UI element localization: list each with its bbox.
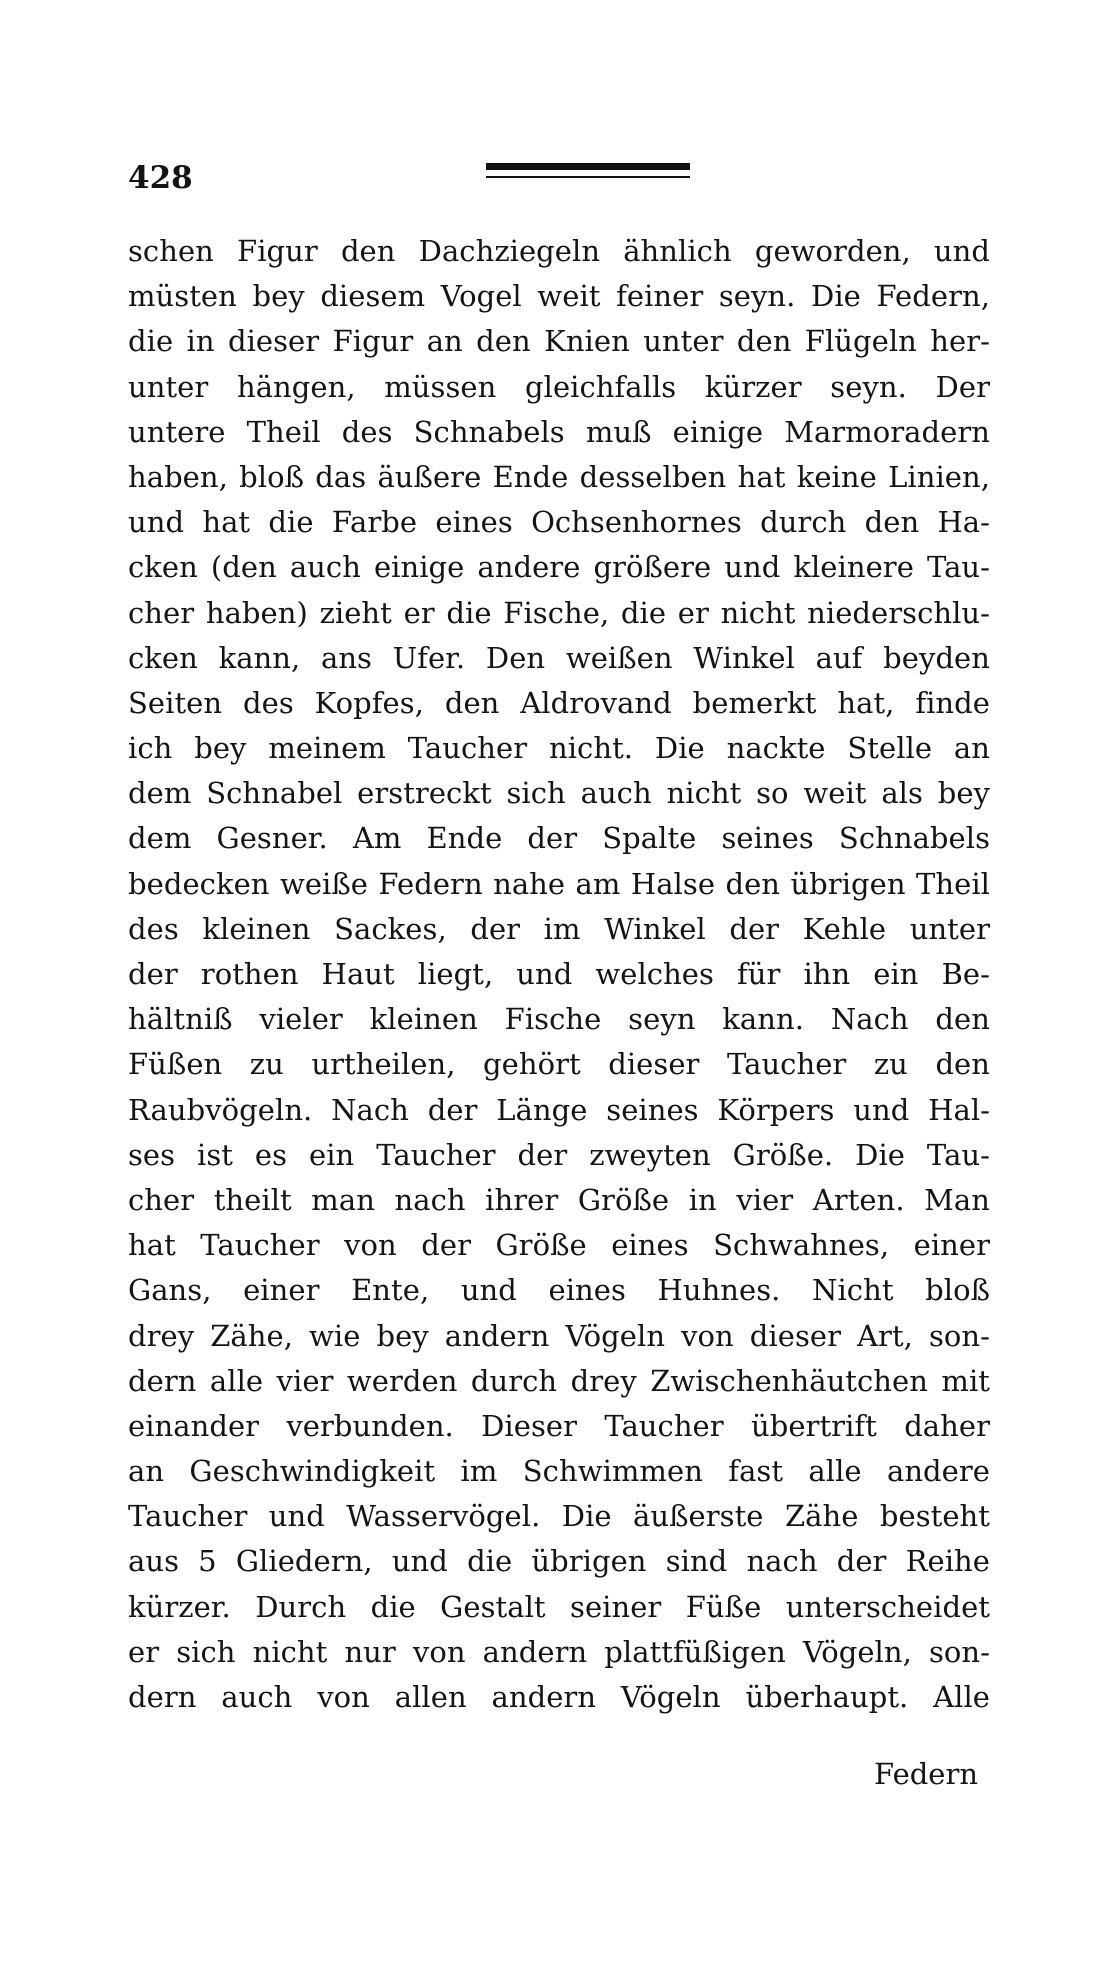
text-line: dern alle vier werden durch drey Zwischenhäutchen mit (128, 1363, 990, 1398)
catchword: Federn (874, 1757, 978, 1791)
header-rule-thick (486, 163, 690, 170)
text-line: Seiten des Kopfes, den Aldrovand bemerkt hat, finde (128, 685, 990, 720)
text-line: des kleinen Sackes, der im Winkel der Kehle unter (128, 911, 990, 946)
text-line: schen Figur den Dachziegeln ähnlich geworden, und (128, 234, 990, 268)
text-line: cken kann, ans Ufer. Den weißen Winkel auf beyden (128, 640, 990, 675)
text-line: müsten bey diesem Vogel weit feiner seyn. Die Federn, (128, 279, 990, 314)
text-line: cher theilt man nach ihrer Größe in vier Arten. Man (128, 1182, 990, 1217)
text-line: hat Taucher von der Größe eines Schwahnes, einer (128, 1228, 990, 1263)
text-line: Raubvögeln. Nach der Länge seines Körpers und Hal- (128, 1092, 990, 1127)
text-line: drey Zähe, wie bey andern Vögeln von dieser Art, son- (128, 1318, 990, 1353)
text-line: cher haben) zieht er die Fische, die er nicht niederschlu- (128, 595, 990, 630)
text-line: bedecken weiße Federn nahe am Halse den übrigen Theil (128, 866, 990, 901)
text-line: Taucher und Wasservögel. Die äußerste Zähe besteht (128, 1499, 990, 1534)
text-line: Gans, einer Ente, und eines Huhnes. Nicht bloß (128, 1273, 990, 1308)
text-line: aus 5 Gliedern, und die übrigen sind nach der Reihe (128, 1544, 990, 1579)
header-rule-thin (486, 176, 690, 178)
text-line: kürzer. Durch die Gestalt seiner Füße unterscheidet (128, 1589, 990, 1624)
text-line: an Geschwindigkeit im Schwimmen fast alle andere (128, 1454, 990, 1489)
text-line: hältniß vieler kleinen Fische seyn kann. Nach den (128, 1002, 990, 1037)
text-line: ich bey meinem Taucher nicht. Die nackte Stelle an (128, 731, 990, 766)
text-line: er sich nicht nur von andern plattfüßigen Vögeln, son- (128, 1634, 990, 1669)
text-line: haben, bloß das äußere Ende desselben hat keine Linien, (128, 459, 990, 494)
text-line: die in dieser Figur an den Knien unter den Flügeln her- (128, 324, 990, 359)
text-body (128, 229, 990, 1720)
page-number: 428 (128, 160, 193, 196)
text-line: dern auch von allen andern Vögeln überhaupt. Alle (128, 1680, 990, 1714)
text-line: ses ist es ein Taucher der zweyten Größe. Die Tau- (128, 1137, 990, 1172)
text-line: unter hängen, müssen gleichfalls kürzer seyn. Der (128, 369, 990, 404)
text-line: cken (den auch einige andere größere und kleinere Tau- (128, 550, 990, 585)
text-line: Füßen zu urtheilen, gehört dieser Taucher zu den (128, 1047, 990, 1082)
text-line: der rothen Haut liegt, und welches für ihn ein Be- (128, 957, 990, 991)
text-line: dem Gesner. Am Ende der Spalte seines Schnabels (128, 821, 990, 856)
text-line: untere Theil des Schnabels muß einige Marmoradern (128, 414, 990, 449)
text-line: dem Schnabel erstreckt sich auch nicht so weit als bey (128, 776, 990, 811)
text-line: einander verbunden. Dieser Taucher übertrift daher (128, 1408, 990, 1443)
text-line: und hat die Farbe eines Ochsenhornes durch den Ha- (128, 505, 990, 540)
